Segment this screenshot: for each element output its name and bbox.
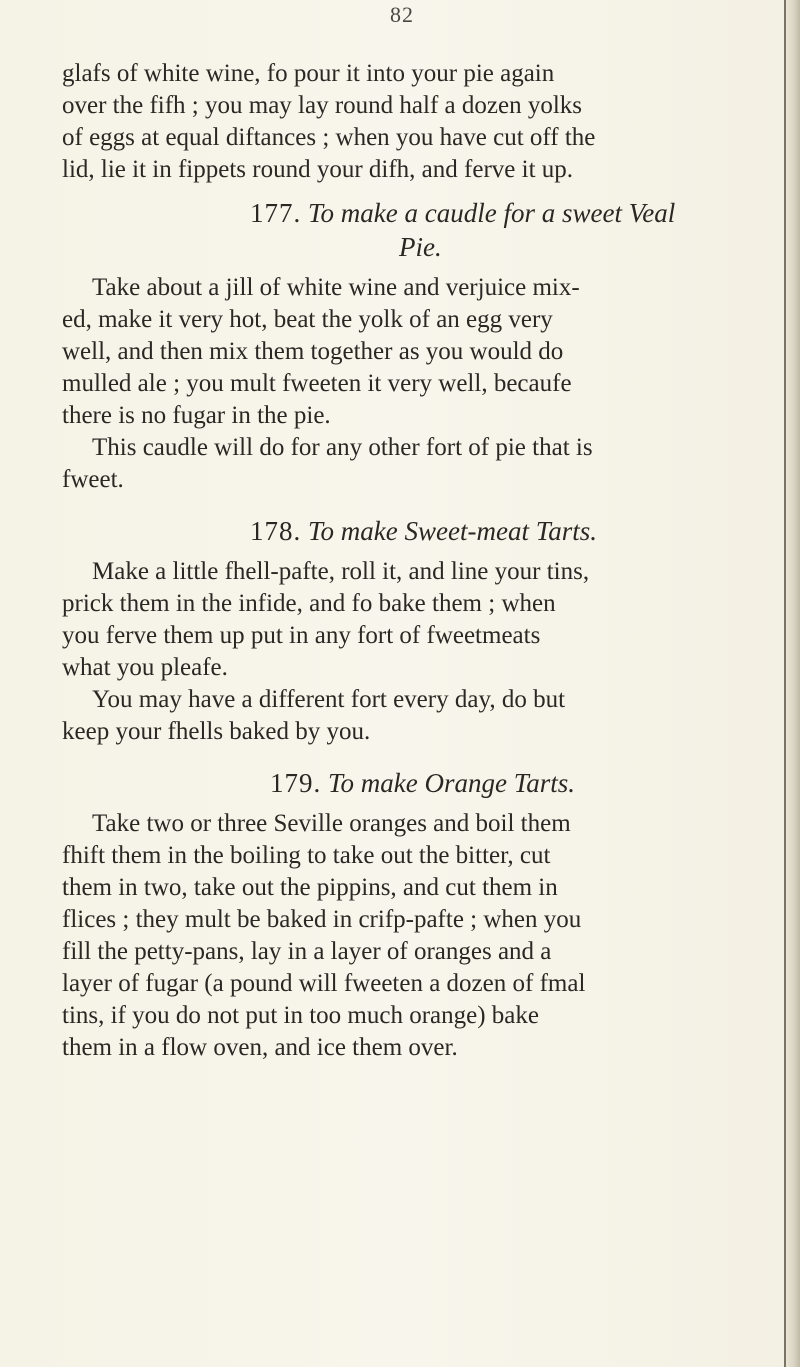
text-line: You may have a different fort every day, do but (92, 686, 566, 713)
text-line: Make a little fhell-pafte, roll it, and line your tins, (92, 558, 590, 585)
recipe-179 (62, 766, 766, 1064)
recipe-number: 179. (270, 768, 322, 798)
page-text (62, 58, 766, 1064)
recipe-number: 177. (250, 198, 302, 228)
text-line: what you pleafe. (62, 654, 228, 681)
text-line: layer of fugar (a pound will fweeten a dozen of fmal (62, 970, 586, 997)
text-line: there is no fugar in the pie. (62, 402, 331, 429)
intro-paragraph (62, 58, 766, 186)
text-line: of eggs at equal diftances ; when you have cut off the (62, 124, 596, 151)
text-line: tins, if you do not put in too much orange) bake (62, 1002, 540, 1029)
text-line: lid, lie it in fippets round your difh, and ferve it up. (62, 156, 574, 183)
text-line: prick them in the infide, and fo bake them ; when (62, 590, 556, 617)
text-line: well, and then mix them together as you would do (62, 338, 564, 365)
text-line: fweet. (62, 466, 124, 493)
text-line: keep your fhells baked by you. (62, 718, 371, 745)
text-line: fill the petty-pans, lay in a layer of oranges and a (62, 938, 552, 965)
recipe-178 (62, 514, 766, 748)
page-number: 82 (390, 2, 414, 27)
text-line: over the fifh ; you may lay round half a dozen yolks (62, 92, 582, 119)
recipe-177 (62, 196, 766, 496)
text-line: This caudle will do for any other fort of pie that is (92, 434, 593, 461)
recipe-heading (62, 766, 766, 800)
recipe-heading (62, 196, 766, 230)
recipe-title-continued: Pie. (399, 232, 442, 262)
page-edge (784, 0, 800, 1367)
text-line: Take about a jill of white wine and verjuice mix- (92, 274, 580, 301)
text-line: fhift them in the boiling to take out the bitter, cut (62, 842, 551, 869)
recipe-title: To make a caudle for a sweet Veal (308, 198, 676, 228)
text-line: Take two or three Seville oranges and boil them (92, 810, 571, 837)
recipe-heading (62, 514, 766, 548)
recipe-title: To make Orange Tarts. (328, 768, 576, 798)
text-line: ed, make it very hot, beat the yolk of an egg very (62, 306, 553, 333)
text-line: mulled ale ; you mult fweeten it very well, becaufe (62, 370, 572, 397)
recipe-number: 178. (250, 516, 302, 546)
text-line: them in a flow oven, and ice them over. (62, 1034, 458, 1061)
text-line: glafs of white wine, fo pour it into your pie again (62, 60, 555, 87)
text-line: you ferve them up put in any fort of fweetmeats (62, 622, 541, 649)
text-line: them in two, take out the pippins, and cut them in (62, 874, 558, 901)
text-line: flices ; they mult be baked in crifp-pafte ; when you (62, 906, 582, 933)
recipe-title: To make Sweet-meat Tarts. (308, 516, 598, 546)
